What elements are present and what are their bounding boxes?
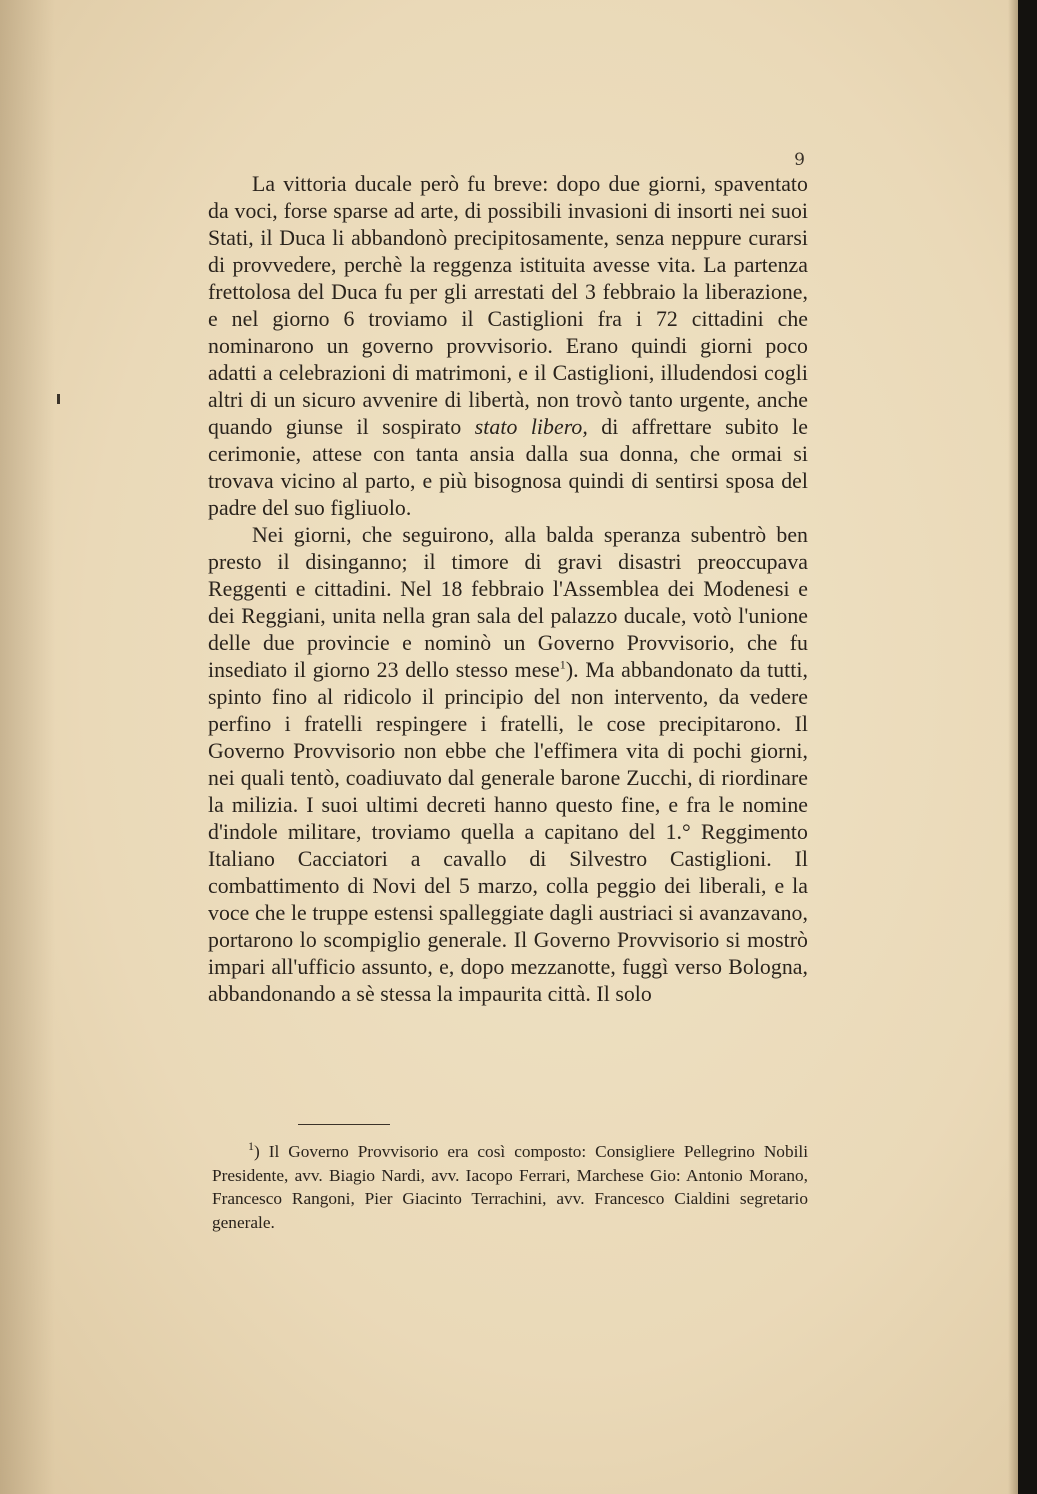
footnote	[212, 1140, 808, 1234]
footnote-text: ) Il Governo Provvisorio era così composto: Consigliere Pellegrino Nobili Presidente, avv. Biagio Nardi, avv. Iacopo Ferrari, Marchese Gio: Antonio Morano, Francesco Rangoni, Pier Giacinto Terrachini, avv. Francesco Cialdini segretario generale.	[212, 1142, 808, 1232]
margin-mark	[57, 394, 60, 404]
footnote-reference: 1	[559, 657, 566, 672]
main-text	[208, 171, 808, 1008]
footnote-divider	[298, 1124, 390, 1125]
binding-shadow	[0, 0, 55, 1494]
paragraph-1-text-b: di affrettare subito le cerimonie, attese con tanta ansia dalla sua donna, che ormai si trovava vicino al parto, e più bisognosa quindi di sentirsi sposa del padre del suo figliuolo.	[208, 415, 808, 520]
paragraph-2-text-a: Nei giorni, che seguirono, alla balda speranza subentrò ben presto il disinganno; il timore di gravi disastri preoccupava Reggenti e cittadini. Nel 18 febbraio l'Assemblea dei Modenesi e dei Reggiani, unita nella gran sala del palazzo ducale, votò l'unione delle due provincie e nominò un Governo Provvisorio, che fu insediato il giorno 23 dello stesso mese	[208, 523, 808, 682]
page-edge-shade	[1008, 0, 1018, 1494]
paragraph-2	[208, 522, 808, 1008]
paragraph-1-italic: stato libero,	[474, 415, 588, 439]
scan-border	[1018, 0, 1037, 1494]
page-number: 9	[794, 150, 805, 170]
paragraph-1-text-a: La vittoria ducale però fu breve: dopo due giorni, spaventato da voci, forse sparse ad arte, di possibili invasioni di insorti nei suoi Stati, il Duca li abbandonò precipitosamente, senza neppure curarsi di provvedere, perchè la reggenza istituita avesse vita. La partenza frettolosa del Duca fu per gli arrestati del 3 febbraio la liberazione, e nel giorno 6 troviamo il Castiglioni fra i 72 cittadini che nominarono un governo provvisorio. Erano quindi giorni poco adatti a celebrazioni di matrimoni, e il Castiglioni, illudendosi cogli altri di un sicuro avvenire di libertà, non trovò tanto urgente, anche quando giunse il sospirato	[208, 172, 808, 439]
paragraph-1	[208, 171, 808, 522]
footnote-marker: 1	[248, 1139, 254, 1154]
paragraph-2-text-b: ). Ma abbandonato da tutti, spinto fino al ridicolo il principio del non intervento, da vedere perfino i fratelli respingere i fratelli, le cose precipitarono. Il Governo Provvisorio non ebbe che l'effimera vita di pochi giorni, nei quali tentò, coadiuvato dal generale barone Zucchi, di riordinare la milizia. I suoi ultimi decreti hanno questo fine, e fra le nomine d'indole militare, troviamo quella a capitano del 1.° Reggimento Italiano Cacciatori a cavallo di Silvestro Castiglioni. Il combattimento di Novi del 5 marzo, colla peggio dei liberali, e la voce che le truppe estensi spalleggiate dagli austriaci si avanzavano, portarono lo scompiglio generale. Il Governo Provvisorio si mostrò impari all'ufficio assunto, e, dopo mezzanotte, fuggì verso Bologna, abbandonando a sè stessa la impaurita città. Il solo	[208, 658, 808, 1006]
